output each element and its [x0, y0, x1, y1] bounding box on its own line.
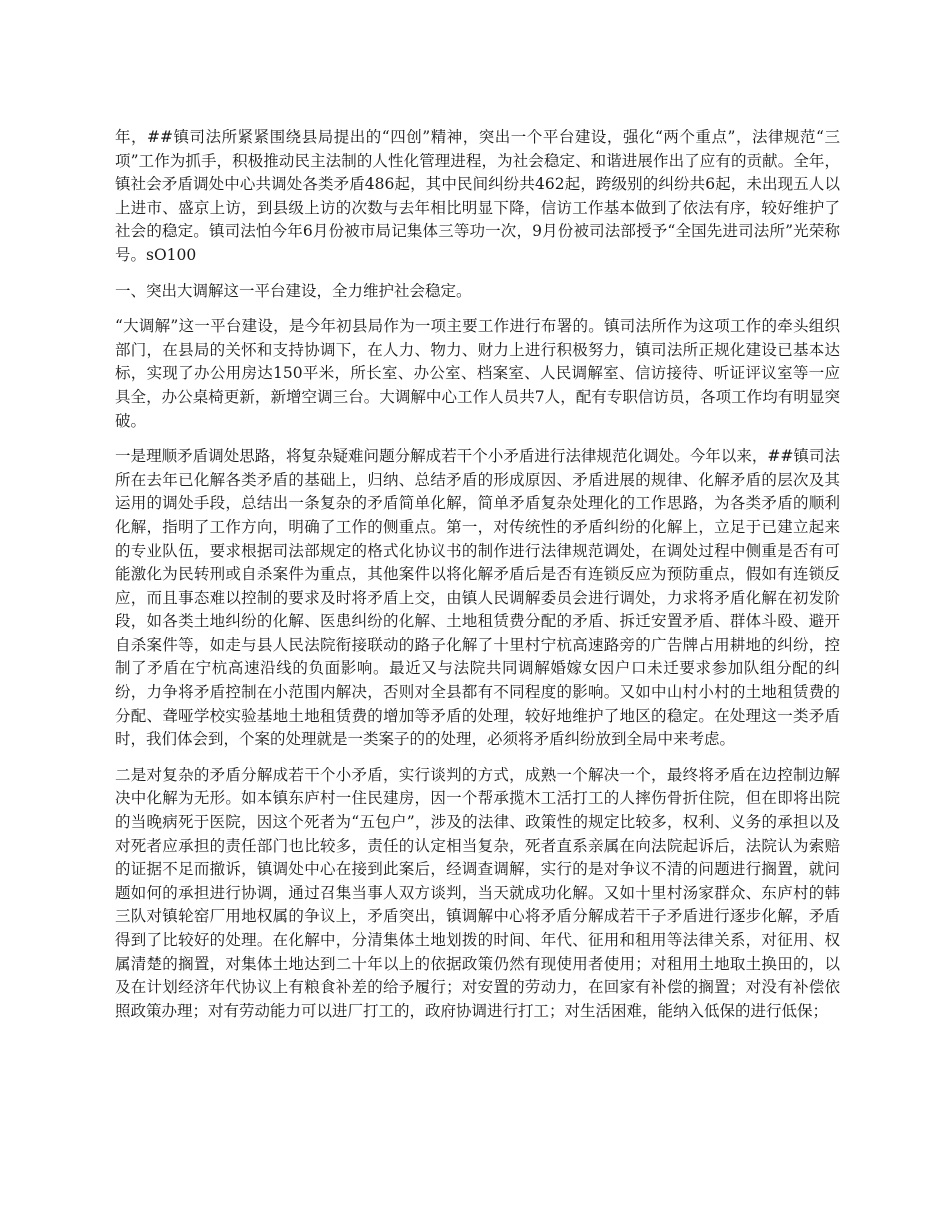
platform-paragraph: “大调解”这一平台建设，是今年初县局作为一项主要工作进行布署的。镇司法所作为这项工作的牵头组织部门，在县局的关怀和支持协调下，在人力、物力、财力上进行积极努力，镇司法所正规化建设已基本达标，实现了办公用房达150平米，所长室、办公室、档案室、人民调解室、信访接待、听证评议室等一应具全，办公桌椅更新，新增空调三台。大调解中心工作人员共7人，配有专职信访员，各项工作均有明显突破。	[115, 317, 840, 430]
point-two-paragraph: 二是对复杂的矛盾分解成若干个小矛盾，实行谈判的方式，成熟一个解决一个，最终将矛盾在边控制边解决中化解为无形。如本镇东庐村一住民建房，因一个帮承揽木工活打工的人摔伤骨折住院，但在即将出院的当晚病死于医院，因这个死者为“五包户”，涉及的法律、政策性的规定比较多，权利、义务的承担以及对死者应承担的责任部门也比较多，责任的认定相当复杂，死者直系亲属在向法院起诉后，法院认为索赔的证据不足而撤诉，镇调处中心在接到此案后，经调查调解，实行的是对争议不清的问题进行搁置，就问题如何的承担进行协调，通过召集当事人双方谈判，当天就成功化解。又如十里村汤家群众、东庐村的韩三队对镇轮窑厂用地权属的争议上，矛盾突出，镇调解中心将矛盾分解成若干子矛盾进行逐步化解，矛盾得到了比较好的处理。在化解中，分清集体土地划拨的时间、年代、征用和租用等法律关系，对征用、权属清楚的搁置，对集体土地达到二十年以上的依据政策仍然有现使用者使用；对租用土地取土换田的，以及在计划经济年代协议上有粮食补差的给予履行；对安置的劳动力，在回家有补偿的搁置；对没有补偿依照政策办理；对有劳动能力可以进厂打工的，政府协调进行打工；对生活困难，能纳入低保的进行低保；	[115, 765, 840, 1020]
intro-paragraph: 年，##镇司法所紧紧围绕县局提出的“四创”精神，突出一个平台建设，强化“两个重点”，法律规范“三项”工作为抓手，积极推动民主法制的人性化管理进程，为社会稳定、和谐进展作出了应有的贡献。全年，镇社会矛盾调处中心共调处各类矛盾486起，其中民间纠纷共462起，跨级别的纠纷共6起，未出现五人以上进市、盛京上访，到县级上访的次数与去年相比明显下降，信访工作基本做到了依法有序，较好维护了社会的稳定。镇司法怕今年6月份被市局记集体三等功一次，9月份被司法部授予“全国先进司法所”光荣称号。sO100	[115, 128, 840, 264]
document-body	[115, 126, 840, 1035]
point-one-paragraph: 一是理顺矛盾调处思路，将复杂疑难问题分解成若干个小矛盾进行法律规范化调处。今年以来，##镇司法所在去年已化解各类矛盾的基础上，归纳、总结矛盾的形成原因、矛盾进展的规律、化解矛盾的层次及其运用的调处手段，总结出一条复杂的矛盾简单化解，简单矛盾复杂处理化的工作思路，为各类矛盾的顺利化解，指明了工作方向，明确了工作的侧重点。第一，对传统性的矛盾纠纷的化解上，立足于已建立起来的专业队伍，要求根据司法部规定的格式化协议书的制作进行法律规范调处，在调处过程中侧重是否有可能激化为民转刑或自杀案件为重点，其他案件以将化解矛盾后是否有连锁反应为预防重点，假如有连锁反应，而且事态难以控制的要求及时将矛盾上交，由镇人民调解委员会进行调处，力求将矛盾化解在初发阶段，如各类土地纠纷的化解、医患纠纷的化解、土地租赁费分配的矛盾、拆迁安置矛盾、群体斗殴、避开自杀案件等，如走与县人民法院衔接联动的路子化解了十里村宁杭高速路旁的广告牌占用耕地的纠纷，控制了矛盾在宁杭高速沿线的负面影响。最近又与法院共同调解婚嫁女因户口未迁要求参加队组分配的纠纷，力争将矛盾控制在小范围内解决，否则对全县都有不同程度的影响。又如中山村小村的土地租赁费的分配、聋哑学校实验基地土地租赁费的增加等矛盾的处理，较好地维护了地区的稳定。在处理这一类矛盾时，我们体会到，个案的处理就是一类案子的的处理，必须将矛盾纠纷放到全局中来考虑。	[115, 447, 840, 749]
section-heading: 一、突出大调解这一平台建设，全力维护社会稳定。	[115, 281, 472, 300]
